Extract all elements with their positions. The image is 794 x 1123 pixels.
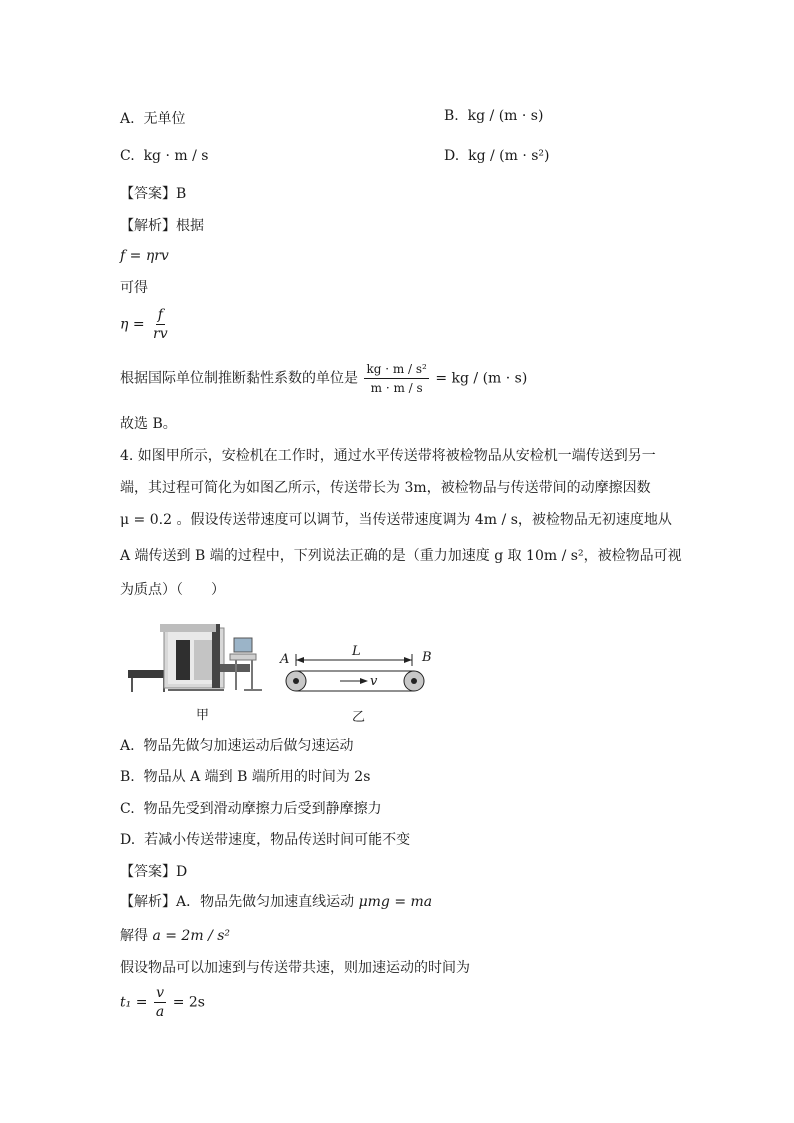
t1-right: = 2s: [172, 994, 205, 1011]
q4-option-c: [120, 799, 382, 819]
eta-fraction: [151, 306, 170, 343]
option-key: A.: [120, 738, 135, 754]
option-key: B.: [120, 769, 135, 785]
t1-denominator: a: [155, 1004, 165, 1020]
q4-line-5: 为质点）（ ）: [120, 582, 225, 598]
option-text: 物品先做匀加速运动后做匀速运动: [143, 738, 354, 754]
t1-numerator: v: [156, 985, 165, 1001]
label-l: L: [352, 644, 361, 659]
q4-line-2: 端，其过程可简化为如图乙所示，传送带长为 3m，被检物品与传送带间的动摩擦因数: [120, 480, 651, 496]
eta-symbol: η =: [120, 316, 145, 333]
formula-f: f = ηrv: [120, 248, 169, 264]
label-a: A: [280, 652, 290, 667]
option-d: [444, 148, 550, 164]
eta-denominator: rv: [153, 326, 168, 342]
unit-text: 根据国际单位制推断黏性系数的单位是: [120, 370, 358, 387]
label-v: v: [370, 674, 378, 689]
analysis-formula: μmg = ma: [358, 894, 433, 910]
option-text: 物品从 A 端到 B 端所用的时间为 2s: [143, 769, 371, 785]
caption-jia: 甲: [196, 708, 210, 723]
t1-formula: [120, 984, 205, 1021]
option-key: B.: [444, 108, 459, 124]
analysis-text: 【解析】A．物品先做匀加速直线运动: [120, 894, 355, 910]
option-text: 无单位: [143, 111, 186, 127]
option-text: kg / (m · s²): [468, 148, 550, 164]
eta-numerator: f: [157, 307, 163, 323]
unit-denominator: m · m / s: [370, 381, 423, 395]
label-b: B: [422, 650, 432, 665]
q4-option-a: [120, 736, 353, 756]
analysis-label: 【解析】根据: [120, 218, 204, 234]
answer-label: 【答案】B: [120, 186, 187, 202]
unit-result: = kg / (m · s): [435, 370, 528, 387]
q4-analysis: [120, 892, 432, 912]
security-scanner-image: [124, 620, 274, 700]
caption-yi: 乙: [352, 710, 366, 725]
option-text: 物品先受到滑动摩擦力后受到静摩擦力: [143, 801, 382, 817]
keyi-text: 可得: [120, 280, 148, 296]
eta-formula: [120, 306, 172, 343]
q4-assume: 假设物品可以加速到与传送带共速，则加速运动的时间为: [120, 960, 470, 976]
q4-line-1: 4. 如图甲所示，安检机在工作时，通过水平传送带将被检物品从安检机一端传送到另一: [120, 448, 656, 464]
option-text: 若减小传送带速度，物品传送时间可能不变: [144, 832, 411, 848]
solve-label: 解得: [120, 928, 148, 944]
q4-answer-label: 【答案】D: [120, 864, 188, 880]
option-text: kg / (m · s): [467, 108, 544, 124]
solve-formula: a = 2m / s²: [152, 928, 231, 944]
unit-numerator: kg · m / s²: [364, 360, 428, 379]
option-key: D.: [444, 148, 460, 164]
q4-option-d: [120, 830, 410, 850]
q4-line-4: A 端传送到 B 端的过程中，下列说法正确的是（重力加速度 g 取 10m / s²，被检物品可视: [120, 548, 682, 564]
conclusion: 故选 B。: [120, 416, 177, 432]
t1-left: t₁ =: [120, 994, 148, 1011]
option-key: D.: [120, 832, 136, 848]
unit-fraction: [364, 360, 428, 397]
q4-option-b: [120, 767, 370, 787]
option-a: [120, 108, 185, 128]
unit-derivation: [120, 360, 527, 397]
option-text: kg · m / s: [143, 148, 209, 164]
option-key: C.: [120, 801, 135, 817]
t1-fraction: [154, 984, 166, 1021]
q4-line-3: μ = 0.2 。假设传送带速度可以调节，当传送带速度调为 4m / s，被检物品无初速度地从: [120, 512, 672, 528]
option-c: [120, 148, 208, 164]
q4-solve: [120, 926, 230, 946]
option-key: C.: [120, 148, 135, 164]
option-b: [444, 108, 543, 124]
option-key: A.: [120, 111, 135, 127]
